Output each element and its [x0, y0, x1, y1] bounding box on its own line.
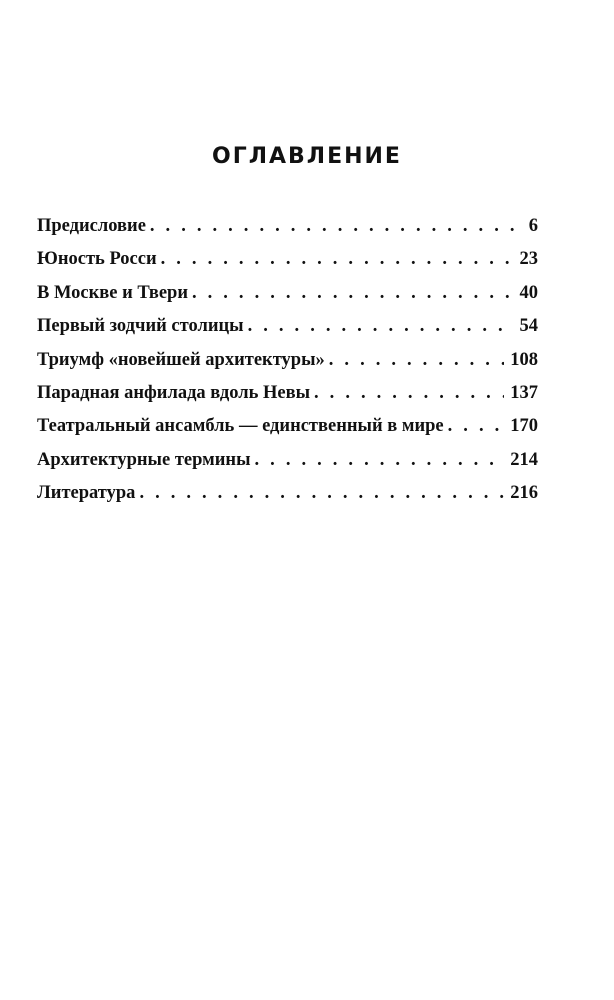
toc-entry-title: В Москве и Твери	[37, 282, 188, 303]
dot-leader	[255, 444, 505, 477]
dot-leader	[150, 210, 523, 243]
toc-entry-preface[interactable]	[37, 210, 538, 243]
dot-leader	[161, 243, 514, 276]
dot-leader	[248, 310, 514, 343]
dot-leader	[314, 377, 504, 410]
toc-entry-title: Архитектурные термины	[37, 449, 251, 470]
dot-leader	[192, 277, 514, 310]
toc-entry-title: Театральный ансамбль — единственный в мире	[37, 416, 444, 437]
dot-leader	[329, 344, 504, 377]
toc-page-number: 54	[519, 316, 538, 337]
dot-leader	[448, 410, 505, 443]
toc-entry-title: Предисловие	[37, 216, 146, 236]
toc-entry-terms[interactable]	[37, 444, 538, 477]
toc-entry-first-architect[interactable]	[37, 310, 538, 343]
toc-entry-title: Триумф «новейшей архитектуры»	[37, 349, 325, 370]
toc-entry-theatre-ensemble[interactable]	[37, 410, 538, 443]
page-title: ОГЛАВЛЕНИЕ	[212, 144, 402, 169]
toc-page-number: 137	[510, 382, 538, 403]
toc-entry-title: Юность Росси	[37, 249, 157, 270]
toc-page-number: 108	[510, 349, 538, 370]
toc-page-number: 23	[519, 249, 538, 270]
toc-entry-title: Литература	[37, 483, 136, 504]
toc-entry-youth[interactable]	[37, 243, 538, 276]
toc-entry-triumph[interactable]	[37, 344, 538, 377]
toc-entry-title: Парадная анфилада вдоль Невы	[37, 382, 311, 403]
toc-page-number: 216	[510, 483, 538, 504]
table-of-contents	[37, 210, 538, 511]
toc-entry-enfilade[interactable]	[37, 377, 538, 410]
toc-entry-moscow-tver[interactable]	[37, 277, 538, 310]
toc-entry-literature[interactable]	[37, 477, 538, 510]
dot-leader	[139, 477, 504, 510]
toc-page-number: 40	[519, 282, 538, 303]
toc-page-number: 170	[510, 416, 538, 437]
toc-page-number: 214	[510, 449, 538, 470]
toc-entry-title: Первый зодчий столицы	[37, 316, 244, 337]
toc-page-number: 6	[528, 216, 538, 236]
